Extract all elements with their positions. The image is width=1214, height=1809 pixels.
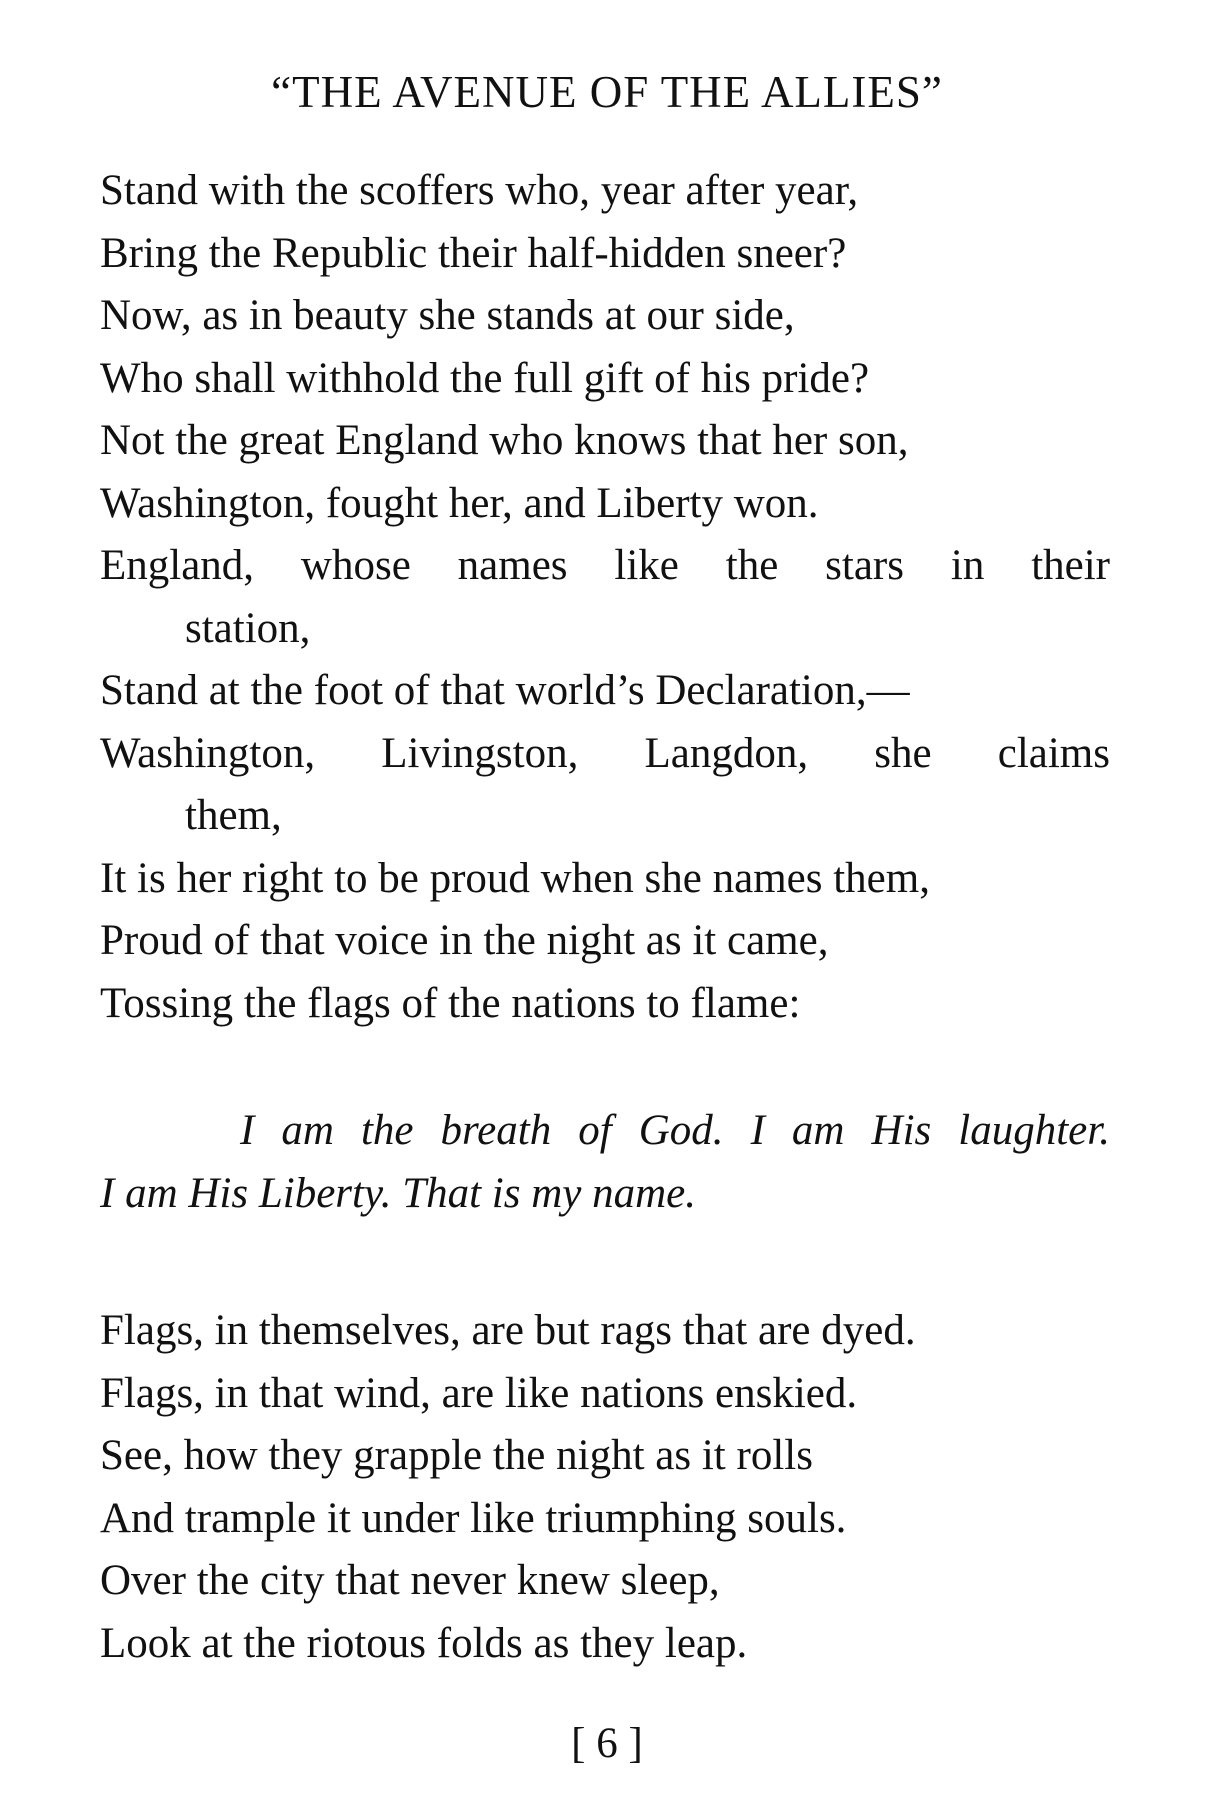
verse-line: See, how they grapple the night as it rolls	[100, 1432, 813, 1479]
verse-line: And trample it under like triumphing souls.	[100, 1494, 847, 1542]
verse-line: Flags, in themselves, are but rags that are dyed.	[100, 1307, 916, 1354]
verse-line: Not the great England who knows that her son,	[100, 417, 909, 464]
verse-line: Now, as in beauty she stands at our side,	[100, 292, 795, 339]
poem-title: “THE AVENUE OF THE ALLIES”	[271, 67, 943, 117]
stanza-one	[100, 160, 1110, 1035]
refrain-line: I am the breath of God. I am His laughter.	[240, 1107, 1110, 1154]
refrain	[100, 1100, 1110, 1225]
verse-line: Stand at the foot of that world’s Declaration,—	[100, 667, 910, 714]
verse-line: Stand with the scoffers who, year after year,	[100, 167, 859, 214]
verse-line: It is her right to be proud when she names them,	[100, 854, 930, 902]
verse-line-continuation: station,	[185, 604, 311, 652]
page-number: [ 6 ]	[571, 1720, 643, 1767]
verse-line: Who shall withhold the full gift of his pride?	[100, 354, 870, 402]
stanza-two	[100, 1300, 1110, 1675]
verse-line-continuation: them,	[185, 792, 282, 839]
verse-line: Washington, fought her, and Liberty won.	[100, 479, 819, 527]
verse-line: Bring the Republic their half-hidden sneer?	[100, 229, 847, 277]
refrain-line: I am His Liberty. That is my name.	[100, 1169, 697, 1217]
verse-line: Look at the riotous folds as they leap.	[100, 1619, 748, 1667]
verse-line: Proud of that voice in the night as it came,	[100, 917, 829, 964]
verse-line: Flags, in that wind, are like nations enskied.	[100, 1369, 858, 1417]
verse-line: Washington, Livingston, Langdon, she claims	[100, 729, 1110, 777]
verse-line: Over the city that never knew sleep,	[100, 1557, 720, 1604]
verse-line: England, whose names like the stars in their	[100, 542, 1110, 589]
verse-line: Tossing the flags of the nations to flame:	[100, 979, 801, 1027]
